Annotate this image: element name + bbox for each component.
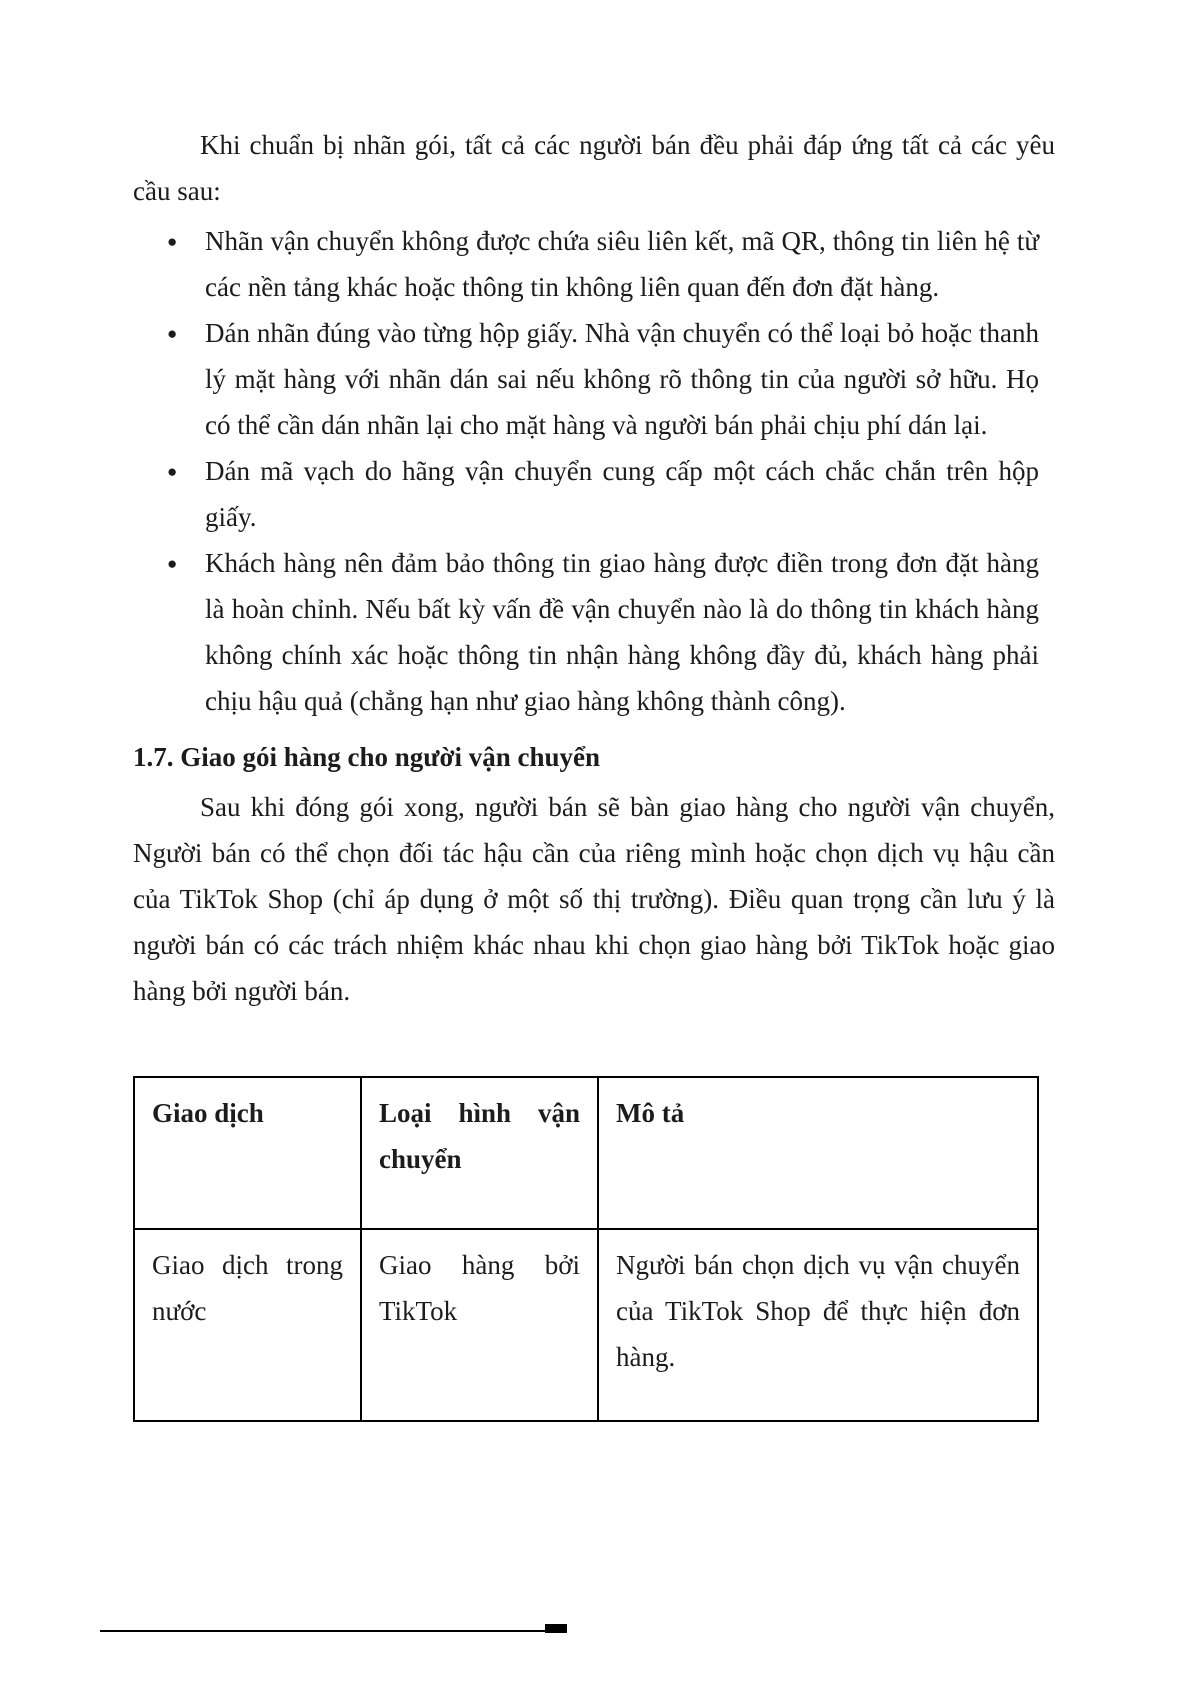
shipping-table [133, 1076, 1039, 1422]
table-header-cell: Loại hình vận chuyển [361, 1077, 598, 1229]
bullet-text: Dán nhãn đúng vào từng hộp giấy. Nhà vận chuyển có thể loại bỏ hoặc thanh lý mặt hàng với nhãn dán sai nếu không rõ thông tin của người sở hữu. Họ có thể cần dán nhãn lại cho mặt hàng và người bán phải chịu phí dán lại. [205, 318, 1039, 440]
bullet-icon: ● [167, 232, 178, 251]
table-cell: Giao hàng bởi TikTok [361, 1229, 598, 1421]
bullet-icon: ● [167, 462, 178, 481]
table-cell: Giao dịch trong nước [134, 1229, 361, 1421]
list-item [133, 448, 1039, 540]
list-item [133, 310, 1039, 448]
section-heading: 1.7. Giao gói hàng cho người vận chuyển [133, 742, 600, 772]
bullet-text: Dán mã vạch do hãng vận chuyển cung cấp một cách chắc chắn trên hộp giấy. [205, 456, 1039, 532]
page-bottom-mark [545, 1624, 567, 1633]
table-header-cell: Mô tả [598, 1077, 1038, 1229]
table-header-cell: Giao dịch [134, 1077, 361, 1229]
list-item [133, 540, 1039, 724]
table-header-row [134, 1077, 1038, 1229]
bullet-icon: ● [167, 554, 178, 573]
bullet-icon: ● [167, 324, 178, 343]
table-cell: Người bán chọn dịch vụ vận chuyển của TikTok Shop để thực hiện đơn hàng. [598, 1229, 1038, 1421]
intro-paragraph: Khi chuẩn bị nhãn gói, tất cả các người bán đều phải đáp ứng tất cả các yêu cầu sau: [133, 130, 1055, 206]
page-bottom-rule [100, 1630, 562, 1632]
requirements-list [133, 218, 1039, 724]
table-row [134, 1229, 1038, 1421]
section-paragraph: Sau khi đóng gói xong, người bán sẽ bàn giao hàng cho người vận chuyển, Người bán có thể chọn đối tác hậu cần của riêng mình hoặc chọn dịch vụ hậu cần của TikTok Shop (chỉ áp dụng ở một số thị trường). Điều quan trọng cần lưu ý là người bán có các trách nhiệm khác nhau khi chọn giao hàng bởi TikTok hoặc giao hàng bởi người bán. [133, 792, 1055, 1006]
bullet-text: Nhãn vận chuyển không được chứa siêu liên kết, mã QR, thông tin liên hệ từ các nền tảng khác hoặc thông tin không liên quan đến đơn đặt hàng. [205, 226, 1039, 302]
bullet-text: Khách hàng nên đảm bảo thông tin giao hàng được điền trong đơn đặt hàng là hoàn chỉnh. Nếu bất kỳ vấn đề vận chuyển nào là do thông tin khách hàng không chính xác hoặc thông tin nhận hàng không đầy đủ, khách hàng phải chịu hậu quả (chẳng hạn như giao hàng không thành công). [205, 548, 1039, 716]
list-item [133, 218, 1039, 310]
